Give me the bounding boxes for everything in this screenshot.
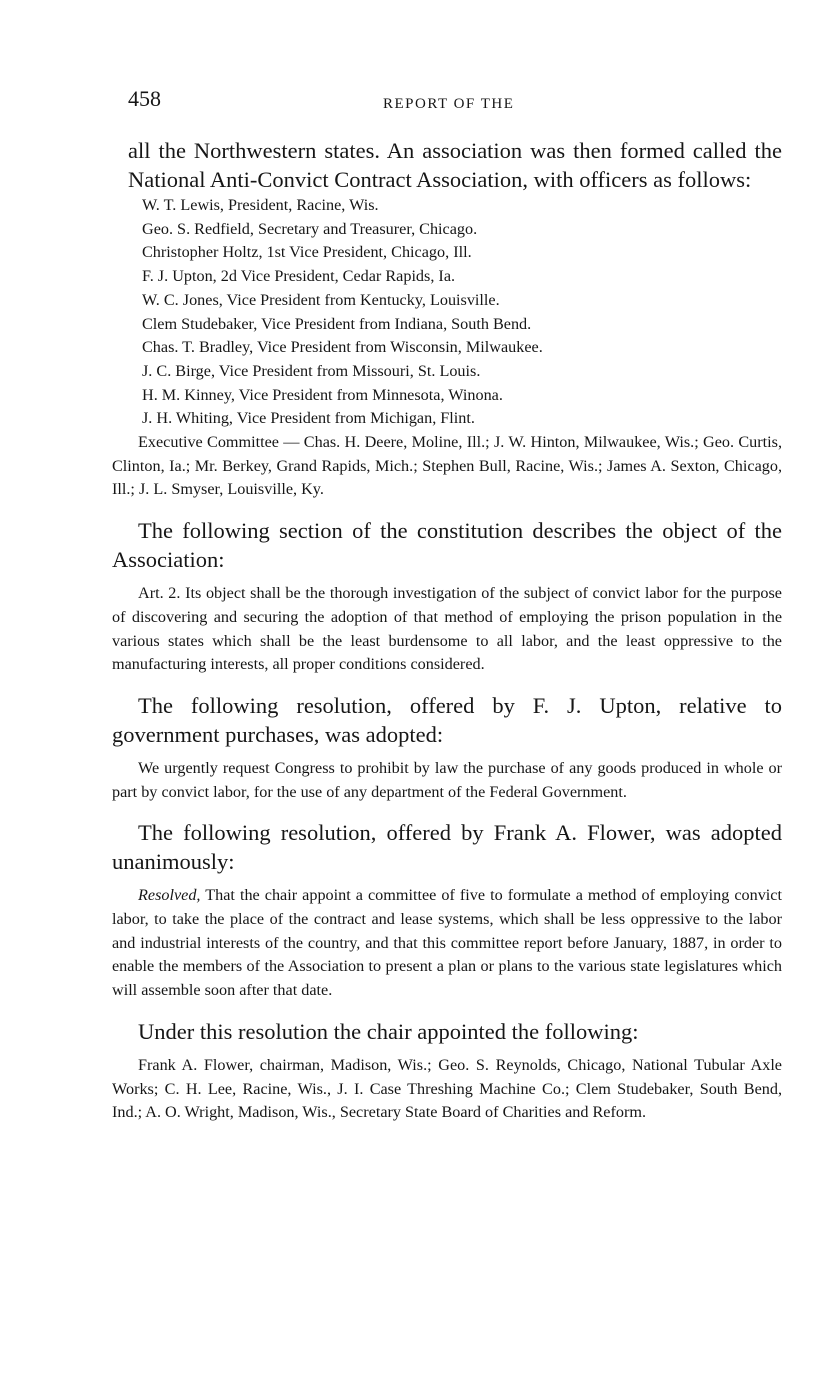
list-item: W. C. Jones, Vice President from Kentucky, Louisville. <box>142 290 500 309</box>
upton-resolution-text: We urgently request Congress to prohibit by law the purchase of any goods produced in whole or part by convict labor, for the use of any department of the Federal Government. <box>112 758 782 801</box>
upton-resolution-intro: The following resolution, offered by F. J. Upton, relative to government purchases, was adopted: <box>112 692 782 747</box>
list-item: W. T. Lewis, President, Racine, Wis. <box>142 196 379 214</box>
list-item: F. J. Upton, 2d Vice President, Cedar Rapids, Ia. <box>142 267 456 286</box>
officers-list <box>112 194 782 431</box>
list-item: Christopher Holtz, 1st Vice President, Chicago, Ill. <box>142 243 472 262</box>
constitution-article-text: Art. 2. Its object shall be the thorough investigation of the subject of convict labor for the purpose of discovering and securing the adoption of that method of employing the prison population in the various states which shall be the least burdensome to all labor, and the least oppressive to the manufacturing interests, all proper conditions considered. <box>112 584 782 674</box>
intro-paragraph: all the Northwestern states. An association was then formed called the National Anti-Convict Contract Association, with officers as follows: <box>128 138 782 192</box>
page-number: 458 <box>128 86 161 111</box>
resolved-label: Resolved, <box>138 886 201 905</box>
list-item: J. H. Whiting, Vice President from Michigan, Flint. <box>142 409 475 428</box>
page-body <box>112 136 782 1125</box>
executive-committee-paragraph: Executive Committee — Chas. H. Deere, Moline, Ill.; J. W. Hinton, Milwaukee, Wis.; Geo. Curtis, Clinton, Ia.; Mr. Berkey, Grand Rapids, Mich.; Stephen Bull, Racine, Wis.; James A. Sexton, Chicago, Ill.; J. L. Smyser, Louisville, Ky. <box>112 433 782 499</box>
list-item: H. M. Kinney, Vice President from Minnesota, Winona. <box>142 385 503 404</box>
constitution-intro: The following section of the constitution describes the object of the Association: <box>112 518 782 573</box>
list-item: J. C. Birge, Vice President from Missouri, St. Louis. <box>142 361 481 380</box>
committee-intro: Under this resolution the chair appointed the following: <box>138 1018 639 1044</box>
flower-resolution-intro: The following resolution, offered by Frank A. Flower, was adopted unanimously: <box>112 820 782 875</box>
resolved-text: That the chair appoint a committee of five to formulate a method of employing convict labor, to take the place of the contract and lease systems, which shall be less oppressive to the labor and industrial interests of the country, and that this committee report before January, 1887, in order to enable the members of the Association to present a plan or plans to the various state legislatures which will assemble soon after that date. <box>112 886 782 1000</box>
list-item: Chas. T. Bradley, Vice President from Wisconsin, Milwaukee. <box>142 338 543 357</box>
committee-members-text: Frank A. Flower, chairman, Madison, Wis.; Geo. S. Reynolds, Chicago, National Tubular Axle Works; C. H. Lee, Racine, Wis., J. I. Case Threshing Machine Co.; Clem Studebaker, South Bend, Ind.; A. O. Wright, Madison, Wis., Secretary State Board of Charities and Reform. <box>112 1055 782 1122</box>
list-item: Geo. S. Redfield, Secretary and Treasurer, Chicago. <box>142 219 478 238</box>
list-item: Clem Studebaker, Vice President from Indiana, South Bend. <box>142 314 532 333</box>
flower-resolution-text <box>112 884 782 1003</box>
running-title: REPORT OF THE <box>383 96 515 112</box>
